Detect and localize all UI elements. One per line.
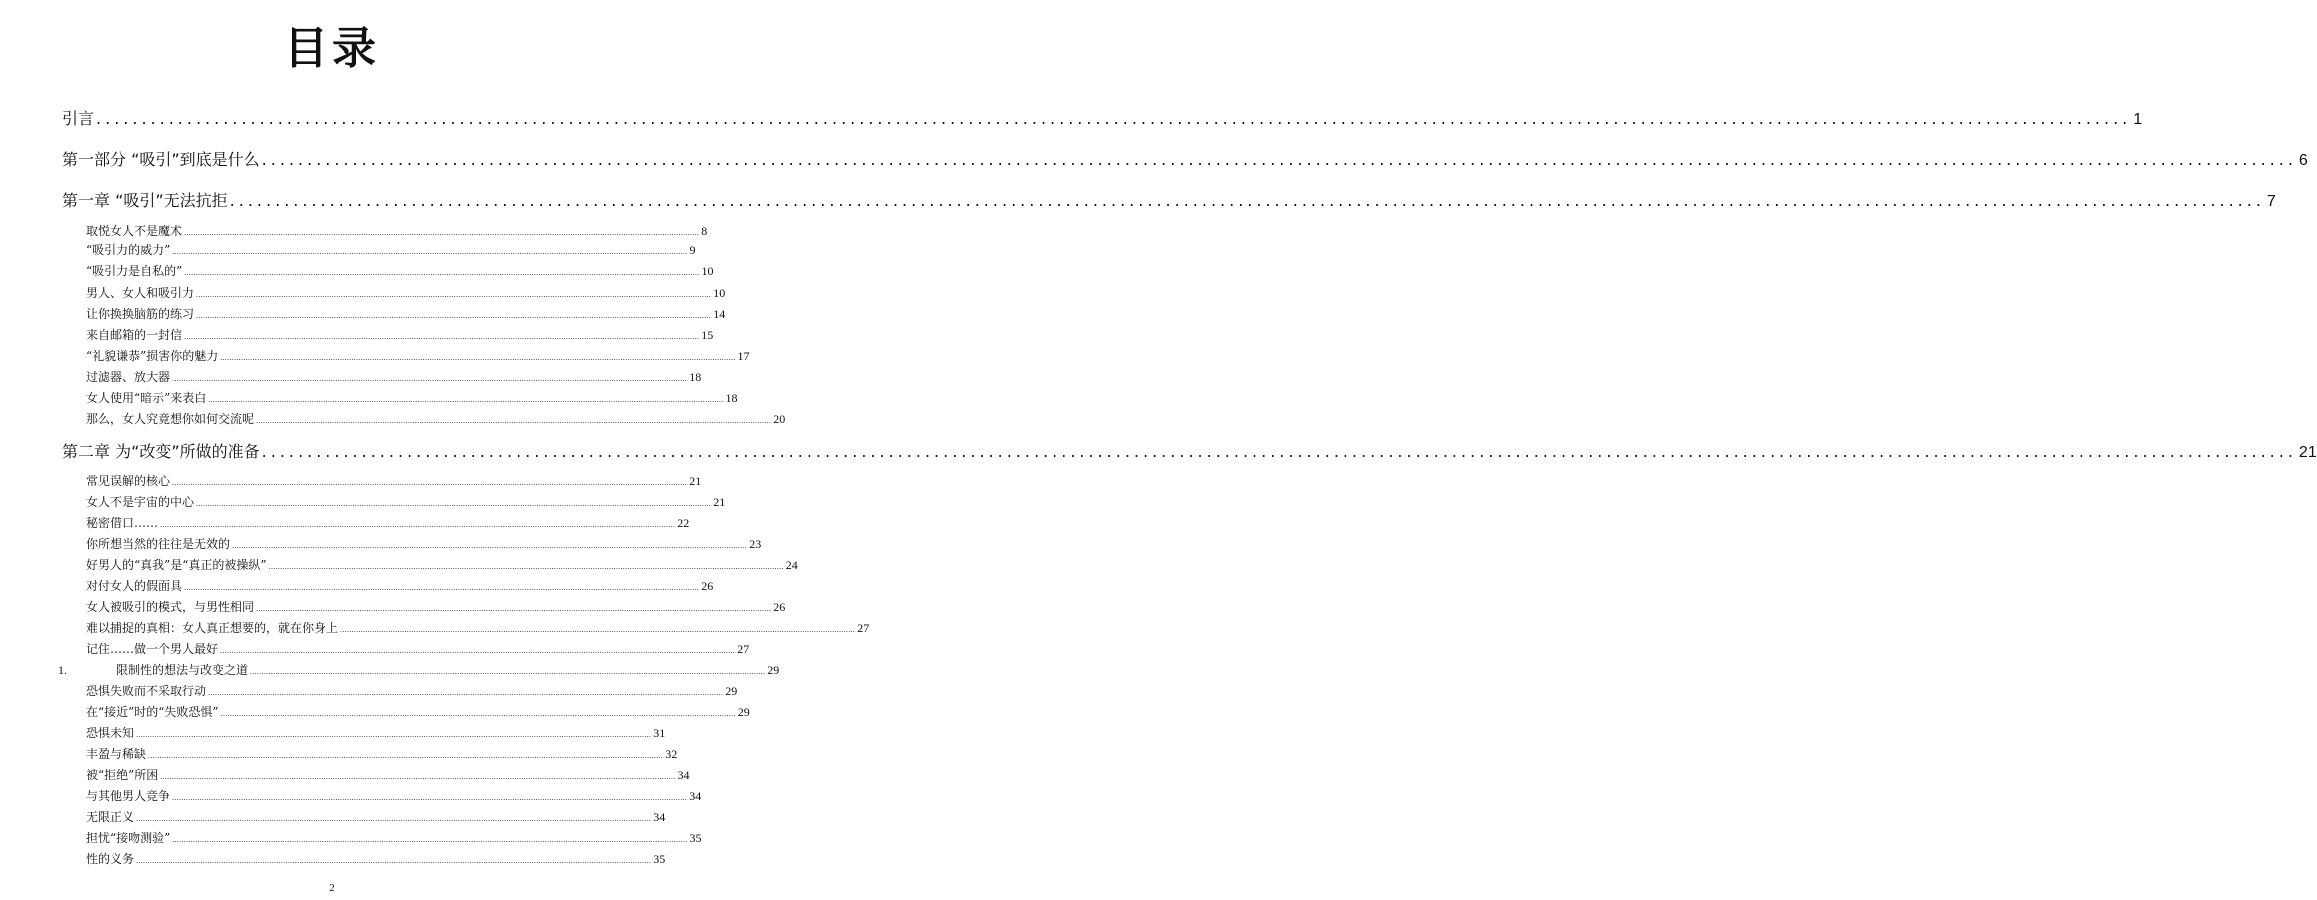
toc-subentry-label: 让你换换脑筋的练习 — [86, 307, 195, 321]
toc-subentry-label: 在“接近”时的“失败恐惧” — [86, 705, 219, 719]
toc-entry-label: 第一部分 “吸引”到底是什么 — [62, 150, 260, 169]
toc-page-number: 18 — [689, 370, 702, 384]
dot-leader: ................................................................................................................................................................................................................................ — [232, 541, 748, 550]
toc-subentry[interactable] — [86, 347, 750, 365]
dot-leader: ................................................................................................................................................................................................................................ — [196, 290, 712, 299]
toc-page-number: 10 — [713, 286, 726, 300]
toc-page-number: 22 — [677, 516, 690, 530]
toc-subentry-label: 女人被吸引的模式，与男性相同 — [86, 600, 255, 614]
toc-subentry[interactable] — [86, 850, 666, 868]
toc-subentry-label: 担忧“接吻测验” — [86, 831, 171, 845]
dot-leader: ................................................................................................................................................................................................................................ — [184, 268, 700, 277]
toc-page-number: 29 — [725, 684, 738, 698]
dot-leader: ................................................................................................................................................................................................................................ — [184, 583, 700, 592]
toc-subentry[interactable] — [86, 326, 714, 344]
dot-leader: ................................................................................................................................................................................................................................ — [229, 191, 2265, 210]
toc-page-number: 24 — [785, 558, 798, 572]
toc-subentry[interactable] — [86, 410, 786, 428]
dot-leader: ................................................................................................................................................................................................................................ — [220, 353, 736, 362]
toc-subentry-label: 性的义务 — [86, 852, 135, 866]
toc-entry-chapter-1[interactable] — [62, 188, 2276, 212]
toc-entry-intro[interactable] — [62, 106, 2143, 130]
toc-page-number: 1 — [2133, 111, 2143, 128]
dot-leader: ................................................................................................................................................................................................................................ — [340, 625, 856, 634]
toc-subentry[interactable] — [86, 619, 870, 637]
toc-subentry-label: 限制性的想法与改变之道 — [116, 663, 249, 677]
toc-subentry[interactable] — [86, 598, 786, 616]
toc-subentry[interactable] — [86, 284, 726, 302]
toc-page-number: 29 — [737, 705, 750, 719]
toc-subentry-numbered[interactable] — [58, 661, 780, 679]
toc-subentry[interactable] — [86, 682, 738, 700]
dot-leader: ................................................................................................................................................................................................................................ — [208, 688, 724, 697]
toc-subentry[interactable] — [86, 556, 798, 574]
toc-page-number: 6 — [2298, 152, 2308, 169]
dot-leader: ................................................................................................................................................................................................................................ — [256, 604, 772, 613]
dot-leader: ................................................................................................................................................................................................................................ — [136, 730, 652, 739]
toc-subentry[interactable] — [86, 703, 750, 721]
page-title: 目录 — [284, 23, 380, 74]
toc-page-number: 32 — [665, 747, 678, 761]
toc-subentry[interactable] — [86, 262, 714, 280]
toc-subentry-label: 恐惧未知 — [86, 726, 135, 740]
dot-leader: ................................................................................................................................................................................................................................ — [160, 772, 676, 781]
toc-subentry-label: 好男人的“真我”是“真正的被操纵” — [86, 558, 267, 572]
toc-page-number: 35 — [653, 852, 666, 866]
toc-page-number: 15 — [701, 328, 714, 342]
toc-subentry[interactable] — [86, 305, 726, 323]
dot-leader: ................................................................................................................................................................................................................................ — [261, 150, 2297, 169]
toc-subentry[interactable] — [86, 829, 702, 847]
toc-page-number: 27 — [737, 642, 750, 656]
toc-subentry[interactable] — [86, 241, 696, 259]
toc-page-number: 27 — [857, 621, 870, 635]
toc-page-number: 17 — [737, 349, 750, 363]
toc-page-number: 29 — [767, 663, 780, 677]
toc-page-number: 9 — [689, 243, 696, 257]
toc-entry-label: 第一章 “吸引”无法抗拒 — [62, 191, 228, 210]
dot-leader: ................................................................................................................................................................................................................................ — [184, 332, 700, 341]
dot-leader: ................................................................................................................................................................................................................................ — [261, 442, 2297, 461]
dot-leader: ................................................................................................................................................................................................................................ — [160, 520, 676, 529]
dot-leader: ................................................................................................................................................................................................................................ — [172, 835, 688, 844]
toc-subentry[interactable] — [86, 724, 666, 742]
toc-page-number: 26 — [701, 579, 714, 593]
list-number: 1. — [58, 663, 67, 677]
toc-subentry[interactable] — [86, 745, 678, 763]
toc-subentry-label: 无限正义 — [86, 810, 135, 824]
toc-subentry-label: 来自邮箱的一封信 — [86, 328, 183, 342]
toc-page-number: 8 — [701, 224, 708, 238]
toc-subentry-label: “礼貌谦恭”损害你的魅力 — [86, 349, 219, 363]
dot-leader: ................................................................................................................................................................................................................................ — [172, 793, 688, 802]
toc-subentry-label: 女人使用“暗示”来表白 — [86, 391, 207, 405]
toc-subentry-label: 过滤器、放大器 — [86, 370, 171, 384]
dot-leader: ................................................................................................................................................................................................................................ — [250, 667, 766, 676]
dot-leader: ................................................................................................................................................................................................................................ — [184, 228, 700, 237]
toc-subentry[interactable] — [86, 787, 702, 805]
toc-subentry-label: 男人、女人和吸引力 — [86, 286, 195, 300]
toc-subentry-label: “吸引力是自私的” — [86, 264, 183, 278]
page-number-footer: 2 — [329, 882, 335, 894]
toc-subentry[interactable] — [86, 493, 726, 511]
toc-page-number: 34 — [689, 789, 702, 803]
dot-leader: ................................................................................................................................................................................................................................ — [196, 499, 712, 508]
toc-page-number: 21 — [713, 495, 726, 509]
toc-subentry-label: 对付女人的假面具 — [86, 579, 183, 593]
toc-entry-chapter-2[interactable] — [62, 439, 2317, 463]
toc-subentry[interactable] — [86, 389, 738, 407]
toc-page-number: 23 — [749, 537, 762, 551]
toc-subentry-label: 被“拒绝”所困 — [86, 768, 159, 782]
toc-page-number: 10 — [701, 264, 714, 278]
toc-page-number: 35 — [689, 831, 702, 845]
dot-leader: ................................................................................................................................................................................................................................ — [268, 562, 784, 571]
toc-subentry-label: 女人不是宇宙的中心 — [86, 495, 195, 509]
toc-subentry-label: 与其他男人竞争 — [86, 789, 171, 803]
toc-subentry-label: 取悦女人不是魔术 — [86, 224, 183, 238]
toc-entry-part1[interactable] — [62, 147, 2308, 171]
toc-subentry-label: 丰盈与稀缺 — [86, 747, 147, 761]
toc-subentry[interactable] — [86, 222, 708, 240]
dot-leader: ................................................................................................................................................................................................................................ — [148, 751, 664, 760]
dot-leader: ................................................................................................................................................................................................................................ — [208, 395, 724, 404]
toc-subentry[interactable] — [86, 472, 702, 490]
dot-leader: ................................................................................................................................................................................................................................ — [220, 646, 736, 655]
toc-subentry-label: 秘密借口…… — [86, 516, 159, 530]
toc-page-number: 34 — [653, 810, 666, 824]
toc-page-number: 18 — [725, 391, 738, 405]
toc-page-number: 31 — [653, 726, 666, 740]
toc-subentry[interactable] — [86, 514, 690, 532]
toc-subentry[interactable] — [86, 535, 762, 553]
dot-leader: ................................................................................................................................................................................................................................ — [136, 814, 652, 823]
toc-entry-label: 引言 — [62, 109, 95, 128]
toc-page-number: 21 — [689, 474, 702, 488]
toc-page-number: 20 — [773, 412, 786, 426]
toc-page-number: 7 — [2266, 193, 2276, 210]
toc-subentry-label: 那么，女人究竟想你如何交流呢 — [86, 412, 255, 426]
dot-leader: ................................................................................................................................................................................................................................ — [172, 478, 688, 487]
dot-leader: ................................................................................................................................................................................................................................ — [196, 311, 712, 320]
toc-subentry[interactable] — [86, 766, 690, 784]
toc-subentry[interactable] — [86, 368, 702, 386]
toc-subentry-label: 常见误解的核心 — [86, 474, 171, 488]
toc-page-number: 26 — [773, 600, 786, 614]
toc-subentry[interactable] — [86, 640, 750, 658]
dot-leader: ................................................................................................................................................................................................................................ — [172, 247, 688, 256]
toc-entry-label: 第二章 为“改变”所做的准备 — [62, 442, 260, 461]
toc-subentry[interactable] — [86, 808, 666, 826]
dot-leader: ................................................................................................................................................................................................................................ — [136, 856, 652, 865]
toc-page-number: 34 — [677, 768, 690, 782]
toc-subentry-label: 难以捕捉的真相：女人真正想要的，就在你身上 — [86, 621, 339, 635]
dot-leader: ................................................................................................................................................................................................................................ — [256, 416, 772, 425]
toc-page-number: 21 — [2298, 444, 2317, 461]
dot-leader: ................................................................................................................................................................................................................................ — [220, 709, 736, 718]
toc-subentry-label: 恐惧失败而不采取行动 — [86, 684, 207, 698]
dot-leader: ................................................................................................................................................................................................................................ — [172, 374, 688, 383]
toc-subentry-label: “吸引力的威力” — [86, 243, 171, 257]
toc-subentry[interactable] — [86, 577, 714, 595]
toc-page-number: 14 — [713, 307, 726, 321]
dot-leader: ................................................................................................................................................................................................................................ — [96, 109, 2132, 128]
toc-subentry-label: 记住……做一个男人最好 — [86, 642, 219, 656]
toc-subentry-label: 你所想当然的往往是无效的 — [86, 537, 231, 551]
